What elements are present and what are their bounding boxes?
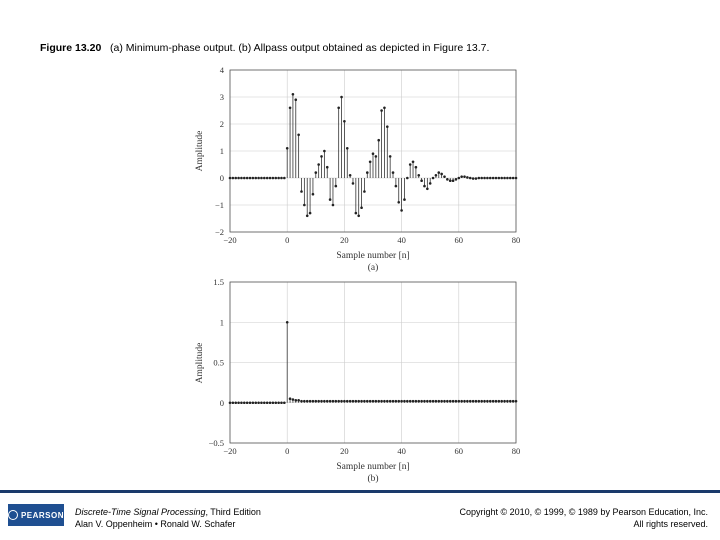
stem-marker — [423, 400, 426, 403]
stem-marker — [412, 400, 415, 403]
x-tick-label: −20 — [223, 235, 237, 245]
stem-marker — [397, 400, 400, 403]
stem-marker — [332, 400, 335, 403]
stem-marker — [483, 177, 486, 180]
stem-marker — [229, 177, 232, 180]
footer-rule — [0, 490, 720, 493]
stem-marker — [292, 398, 295, 401]
stem-marker — [246, 401, 249, 404]
stem-marker — [363, 400, 366, 403]
stem-marker — [420, 179, 423, 182]
stem-marker — [469, 400, 472, 403]
stem-marker — [495, 400, 498, 403]
stem-marker — [506, 400, 509, 403]
stem-marker — [343, 400, 346, 403]
x-tick-label: 20 — [340, 235, 349, 245]
stem-marker — [340, 96, 343, 99]
logo-text: PEARSON — [20, 510, 64, 520]
stem-marker — [243, 177, 246, 180]
y-tick-label: 0 — [219, 397, 224, 408]
stem-marker — [475, 177, 478, 180]
stem-marker — [500, 400, 503, 403]
x-tick-label: 60 — [454, 235, 464, 245]
stem-marker — [303, 400, 306, 403]
stem-marker — [415, 166, 418, 169]
stem-marker — [315, 171, 318, 174]
stem-marker — [340, 400, 343, 403]
stem-marker — [337, 400, 340, 403]
stem-marker — [498, 177, 501, 180]
stem-marker — [397, 201, 400, 204]
stem-marker — [432, 400, 435, 403]
stem-marker — [417, 174, 420, 177]
stem-marker — [512, 400, 515, 403]
stem-marker — [360, 400, 363, 403]
stem-marker — [323, 400, 326, 403]
y-tick-label: 1 — [219, 317, 224, 328]
stem-marker — [460, 175, 463, 178]
y-axis-label: Amplitude — [195, 342, 205, 384]
book-authors: Alan V. Oppenheim • Ronald W. Schafer — [75, 519, 236, 529]
x-tick-label: −20 — [223, 446, 237, 456]
stem-marker — [375, 155, 378, 158]
stem-marker — [409, 163, 412, 166]
stem-marker — [375, 400, 378, 403]
stem-marker — [446, 178, 449, 181]
stem-marker — [369, 400, 372, 403]
stem-marker — [357, 215, 360, 218]
stem-marker — [478, 177, 481, 180]
stem-marker — [306, 400, 309, 403]
stem-marker — [452, 400, 455, 403]
stem-marker — [480, 400, 483, 403]
stem-marker — [300, 190, 303, 193]
stem-marker — [392, 400, 395, 403]
stem-marker — [266, 401, 269, 404]
stem-marker — [409, 400, 412, 403]
stem-marker — [332, 204, 335, 207]
stem-marker — [289, 107, 292, 110]
stem-marker — [320, 400, 323, 403]
stem-marker — [380, 400, 383, 403]
stem-marker — [452, 179, 455, 182]
stem-marker — [383, 400, 386, 403]
stem-marker — [229, 401, 232, 404]
stem-marker — [486, 400, 489, 403]
stem-marker — [377, 139, 380, 142]
stem-marker — [317, 163, 320, 166]
stem-marker — [475, 400, 478, 403]
stem-marker — [306, 215, 309, 218]
panel-label: (b) — [367, 474, 379, 484]
stem-marker — [500, 177, 503, 180]
stem-marker — [272, 177, 275, 180]
stem-marker — [317, 400, 320, 403]
stem-marker — [335, 185, 338, 188]
stem-marker — [435, 174, 438, 177]
stem-marker — [320, 155, 323, 158]
pearson-logo — [8, 504, 64, 526]
y-tick-label: 0.5 — [213, 357, 224, 368]
stem-marker — [277, 401, 280, 404]
stem-marker — [455, 178, 458, 181]
stem-marker — [420, 400, 423, 403]
stem-marker — [269, 177, 272, 180]
stem-marker — [335, 400, 338, 403]
stem-marker — [389, 400, 392, 403]
stem-marker — [355, 212, 358, 215]
stem-marker — [343, 120, 346, 123]
stem-marker — [254, 177, 257, 180]
stem-marker — [257, 401, 260, 404]
stem-marker — [489, 400, 492, 403]
stem-marker — [443, 400, 446, 403]
stem-marker — [503, 177, 506, 180]
stem-marker — [234, 401, 237, 404]
stem-marker — [297, 134, 300, 137]
stem-marker — [237, 177, 240, 180]
stem-marker — [492, 177, 495, 180]
stem-marker — [240, 401, 243, 404]
stem-marker — [269, 401, 272, 404]
stem-marker — [329, 400, 332, 403]
stem-marker — [300, 400, 303, 403]
x-tick-label: 40 — [397, 235, 406, 245]
stem-marker — [352, 400, 355, 403]
stem-marker — [243, 401, 246, 404]
stem-marker — [437, 400, 440, 403]
x-tick-label: 60 — [454, 446, 464, 456]
stem-marker — [440, 173, 443, 176]
stem-marker — [357, 400, 360, 403]
stem-marker — [449, 179, 452, 182]
x-tick-label: 0 — [285, 446, 290, 456]
stem-marker — [309, 212, 312, 215]
stem-marker — [435, 400, 438, 403]
y-tick-label: 1 — [219, 146, 224, 156]
stem-marker — [337, 107, 340, 110]
stem-marker — [286, 321, 289, 324]
stem-marker — [346, 147, 349, 150]
stem-marker — [315, 400, 318, 403]
stem-marker — [386, 125, 389, 128]
stem-marker — [449, 400, 452, 403]
x-axis-label: Sample number [n] — [336, 462, 410, 472]
stem-marker — [349, 174, 352, 177]
stem-marker — [460, 400, 463, 403]
stem-marker — [252, 177, 255, 180]
stem-marker — [292, 93, 295, 96]
stem-marker — [263, 401, 266, 404]
stem-marker — [346, 400, 349, 403]
stem-marker — [506, 177, 509, 180]
stem-marker — [326, 400, 329, 403]
stem-marker — [249, 177, 252, 180]
stem-marker — [498, 400, 501, 403]
stem-marker — [515, 400, 518, 403]
stem-marker — [412, 161, 415, 164]
stem-marker — [309, 400, 312, 403]
stem-marker — [286, 147, 289, 150]
x-tick-label: 80 — [511, 446, 521, 456]
stem-marker — [458, 400, 461, 403]
stem-marker — [483, 400, 486, 403]
stem-marker — [263, 177, 266, 180]
stem-marker — [472, 177, 475, 180]
stem-marker — [266, 177, 269, 180]
stem-marker — [323, 150, 326, 153]
y-axis-label: Amplitude — [195, 130, 205, 172]
stem-marker — [400, 209, 403, 212]
stem-marker — [429, 182, 432, 185]
stem-marker — [280, 401, 283, 404]
stem-marker — [363, 190, 366, 193]
stem-marker — [289, 397, 292, 400]
stem-marker — [443, 175, 446, 178]
stem-marker — [472, 400, 475, 403]
stem-marker — [400, 400, 403, 403]
stem-marker — [463, 175, 466, 178]
stem-marker — [312, 400, 315, 403]
stem-marker — [395, 400, 398, 403]
stem-marker — [478, 400, 481, 403]
stem-marker — [512, 177, 515, 180]
stem-marker — [455, 400, 458, 403]
stem-marker — [277, 177, 280, 180]
stem-marker — [352, 182, 355, 185]
panel-label: (a) — [367, 263, 379, 273]
pearson-mark-icon — [8, 510, 18, 520]
copyright-line-1: Copyright © 2010, © 1999, © 1989 by Pearson Education, Inc. — [459, 507, 708, 517]
stem-marker — [489, 177, 492, 180]
y-tick-label: −2 — [214, 227, 224, 237]
stem-marker — [503, 400, 506, 403]
stem-marker — [355, 400, 358, 403]
y-tick-label: −1 — [214, 200, 224, 210]
copyright — [459, 506, 708, 530]
stem-marker — [415, 400, 418, 403]
stem-marker — [246, 177, 249, 180]
stem-marker — [254, 401, 257, 404]
stem-marker — [326, 166, 329, 169]
y-tick-label: −0.5 — [208, 438, 224, 448]
stem-marker — [395, 185, 398, 188]
stem-marker — [392, 171, 395, 174]
stem-marker — [234, 177, 237, 180]
book-edition: , Third Edition — [205, 507, 261, 517]
stem-marker — [366, 171, 369, 174]
x-axis-label: Sample number [n] — [336, 251, 410, 261]
stem-marker — [417, 400, 420, 403]
stem-marker — [274, 401, 277, 404]
stem-marker — [294, 98, 297, 101]
stem-marker — [437, 171, 440, 174]
figure-number: Figure 13.20 — [40, 42, 102, 54]
stem-marker — [509, 400, 512, 403]
stem-marker — [432, 177, 435, 180]
stem-marker — [429, 400, 432, 403]
stem-marker — [426, 400, 429, 403]
stem-marker — [458, 177, 461, 180]
stem-marker — [280, 177, 283, 180]
stem-marker — [515, 177, 518, 180]
stem-marker — [440, 400, 443, 403]
stem-marker — [249, 401, 252, 404]
stem-marker — [466, 400, 469, 403]
stem-marker — [377, 400, 380, 403]
y-tick-label: 0 — [219, 173, 224, 183]
stem-marker — [329, 198, 332, 201]
stem-marker — [406, 177, 409, 180]
stem-marker — [237, 401, 240, 404]
stem-marker — [252, 401, 255, 404]
stem-marker — [303, 204, 306, 207]
stem-marker — [466, 176, 469, 179]
y-tick-label: 2 — [219, 119, 224, 129]
stem-marker — [426, 188, 429, 191]
book-title: Discrete-Time Signal Processing — [75, 507, 206, 517]
y-tick-label: 4 — [219, 65, 224, 75]
x-tick-label: 20 — [340, 446, 349, 456]
stem-marker — [283, 177, 286, 180]
stem-marker — [274, 177, 277, 180]
stem-marker — [403, 400, 406, 403]
stem-marker — [372, 400, 375, 403]
stem-marker — [486, 177, 489, 180]
stem-marker — [403, 198, 406, 201]
x-tick-label: 80 — [511, 235, 521, 245]
stem-marker — [349, 400, 352, 403]
stem-marker — [257, 177, 260, 180]
caption-text: (a) Minimum-phase output. (b) Allpass output obtained as depicted in Figure 13.7. — [110, 42, 490, 54]
stem-marker — [360, 206, 363, 209]
stem-marker — [446, 400, 449, 403]
book-info — [75, 506, 261, 530]
stem-marker — [463, 400, 466, 403]
stem-marker — [389, 155, 392, 158]
stem-marker — [240, 177, 243, 180]
stem-marker — [406, 400, 409, 403]
x-tick-label: 40 — [397, 446, 406, 456]
stem-marker — [380, 109, 383, 112]
stem-marker — [492, 400, 495, 403]
stem-marker — [366, 400, 369, 403]
stem-marker — [294, 399, 297, 402]
y-tick-label: 3 — [219, 92, 224, 102]
stem-marker — [383, 107, 386, 110]
stem-marker — [297, 399, 300, 402]
stem-marker — [283, 401, 286, 404]
stem-marker — [469, 177, 472, 180]
stem-marker — [312, 193, 315, 196]
x-tick-label: 0 — [285, 235, 290, 245]
stem-marker — [232, 177, 235, 180]
stem-marker — [509, 177, 512, 180]
stem-marker — [495, 177, 498, 180]
stem-marker — [232, 401, 235, 404]
stem-marker — [423, 185, 426, 188]
stem-marker — [480, 177, 483, 180]
copyright-line-2: All rights reserved. — [633, 519, 708, 529]
stem-marker — [369, 161, 372, 164]
stem-marker — [372, 152, 375, 155]
stem-marker — [260, 401, 263, 404]
stem-marker — [260, 177, 263, 180]
stem-marker — [386, 400, 389, 403]
y-tick-label: 1.5 — [213, 277, 224, 287]
stem-marker — [272, 401, 275, 404]
